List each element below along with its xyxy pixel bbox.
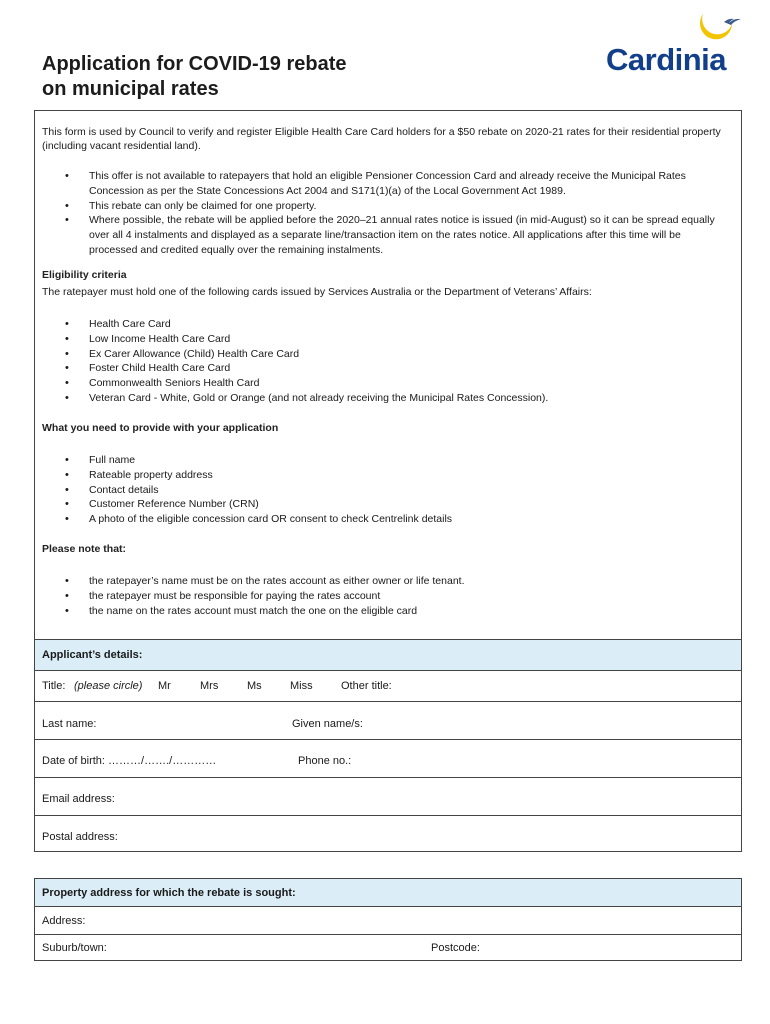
eligibility-text: The ratepayer must hold one of the following cards issued by Services Australia or the Department of Veterans’ Affairs: [42, 286, 592, 298]
provide-heading: What you need to provide with your application [42, 422, 279, 434]
list-item: • Customer Reference Number (CRN) [35, 497, 741, 512]
title-label: Title: [42, 680, 66, 692]
title-hint: (please circle) [74, 680, 143, 692]
bird-logo-shape [724, 19, 741, 25]
title-line-2: on municipal rates [42, 78, 219, 100]
applicant-heading: Applicant’s details: [42, 649, 143, 661]
intro-bullet-list [35, 169, 741, 258]
intro-paragraph: This form is used by Council to verify and register Eligible Health Care Card holders for a $50 rebate on 2020-21 rates for their residential property (including vacant residential land). [42, 126, 721, 153]
given-names-field[interactable]: Given name/s: [292, 718, 363, 730]
information-box [34, 110, 742, 852]
title-option-ms[interactable]: Ms [247, 680, 262, 692]
list-item: • Rateable property address [35, 468, 741, 483]
list-item: • Foster Child Health Care Card [35, 361, 741, 376]
cardinia-logo [606, 8, 742, 78]
list-item: • Ex Carer Allowance (Child) Health Care Card [35, 347, 741, 362]
logo-text: Cardinia [606, 42, 727, 77]
postal-row [35, 815, 741, 852]
list-item: • This offer is not available to ratepayers that hold an eligible Pensioner Concession Card and already receive the Municipal Rates Concession as per the State Concessions Act 2004 and S171(1)(a) of the Local Government Act 1989. [35, 169, 741, 199]
postal-address-field[interactable]: Postal address: [42, 831, 118, 843]
dob-phone-row [35, 739, 741, 777]
eligibility-heading: Eligibility criteria [42, 269, 127, 281]
name-row [35, 701, 741, 739]
email-row [35, 777, 741, 815]
title-row [35, 670, 741, 701]
note-heading: Please note that: [42, 543, 127, 555]
page-title [42, 52, 347, 102]
last-name-field[interactable]: Last name: [42, 718, 97, 730]
moon-logo-shape [700, 14, 732, 39]
list-item: • the ratepayer’s name must be on the rates account as either owner or life tenant. [35, 574, 741, 589]
list-item: • Full name [35, 453, 741, 468]
provide-list [35, 453, 741, 527]
address-field[interactable]: Address: [42, 915, 86, 927]
property-heading: Property address for which the rebate is sought: [42, 887, 296, 899]
address-row [35, 906, 741, 934]
title-option-mr[interactable]: Mr [158, 680, 171, 692]
list-item: • Veteran Card - White, Gold or Orange (and not already receiving the Municipal Rates Concession). [35, 391, 741, 406]
list-item: • the ratepayer must be responsible for paying the rates account [35, 589, 741, 604]
list-item: • Low Income Health Care Card [35, 332, 741, 347]
list-item: • A photo of the eligible concession card OR consent to check Centrelink details [35, 512, 741, 527]
phone-field[interactable]: Phone no.: [298, 755, 352, 767]
email-field[interactable]: Email address: [42, 793, 115, 805]
postcode-field[interactable]: Postcode: [431, 942, 480, 954]
list-item: • This rebate can only be claimed for one property. [35, 199, 741, 214]
other-title-field[interactable]: Other title: [341, 680, 392, 692]
date-of-birth-field[interactable]: Date of birth: ………/……./………… [42, 755, 217, 767]
suburb-row [35, 934, 741, 961]
list-item: • Commonwealth Seniors Health Card [35, 376, 741, 391]
title-line-1: Application for COVID-19 rebate [42, 53, 347, 75]
list-item: • Health Care Card [35, 317, 741, 332]
applicant-details-header [35, 639, 741, 670]
list-item: • the name on the rates account must match the one on the eligible card [35, 604, 741, 619]
suburb-field[interactable]: Suburb/town: [42, 942, 107, 954]
eligible-cards-list [35, 317, 741, 406]
note-list [35, 574, 741, 618]
list-item: • Where possible, the rebate will be applied before the 2020–21 annual rates notice is issued (in mid-August) so it can be spread equally over all 4 instalments and displayed as a separate line/transaction item on the rates notice. All applications after this time will be processed and credited equally over the remaining instalments. [35, 213, 741, 257]
property-address-box [34, 878, 742, 961]
title-option-mrs[interactable]: Mrs [200, 680, 219, 692]
title-option-miss[interactable]: Miss [290, 680, 313, 692]
property-header [35, 879, 741, 906]
list-item: • Contact details [35, 483, 741, 498]
